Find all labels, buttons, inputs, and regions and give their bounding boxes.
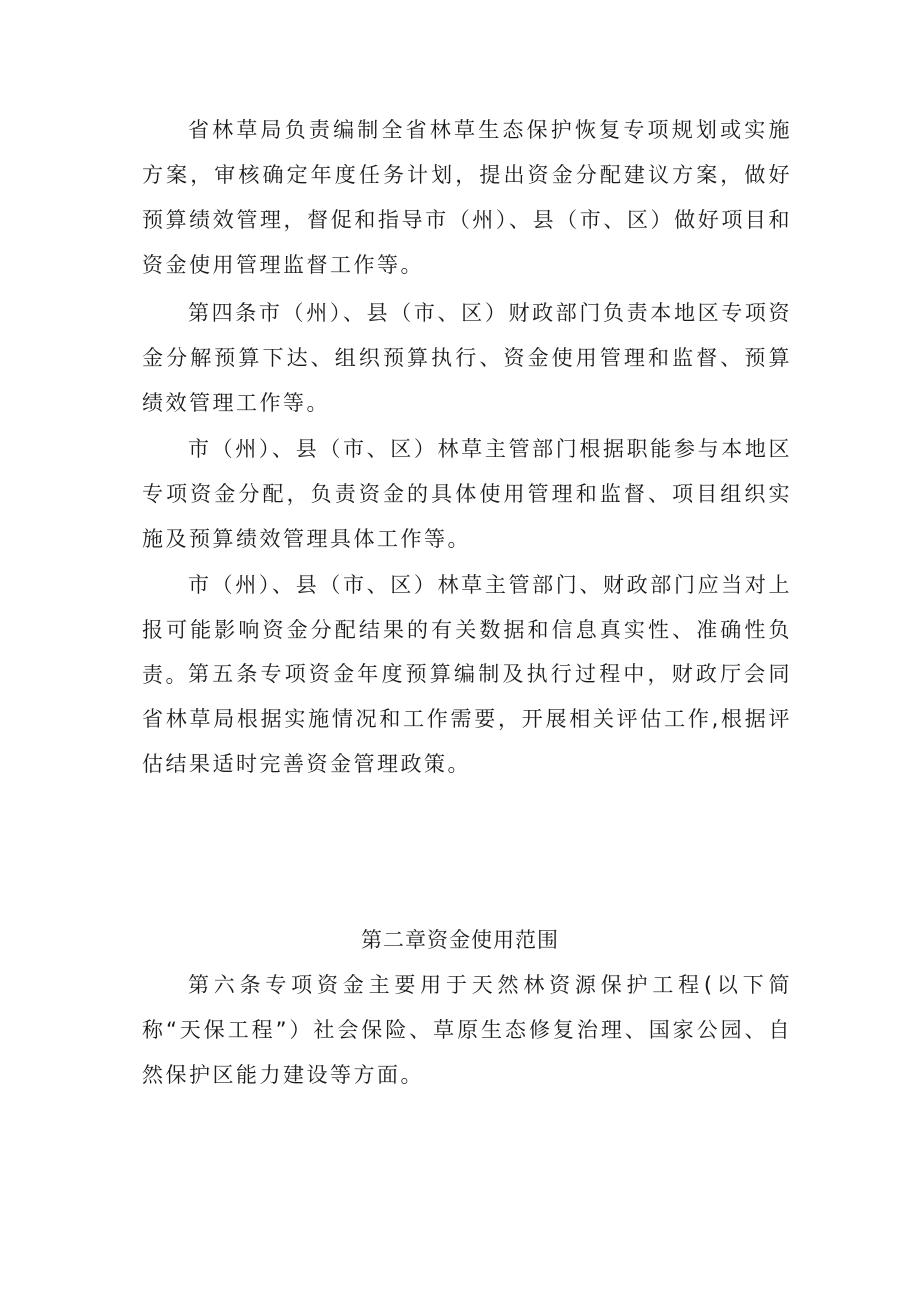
paragraph-data-responsibility: 市（州）、县（市、区）林草主管部门、财政部门应当对上报可能影响资金分配结果的有关数据和信息真实性、准确性负责。 xyxy=(142,573,792,687)
chapter-title: 第二章资金使用范围 xyxy=(361,928,559,952)
paragraph-forestry-department-duties: 市（州）、县（市、区）林草主管部门根据职能参与本地区专项资金分配，负责资金的具体使用管理和监督、项目组织实施及预算绩效管理具体工作等。 xyxy=(142,437,792,551)
paragraph-article-5: 第五条专项资金年度预算编制及执行过程中，财政厅会同省林草局根据实施情况和工作需要，开展相关评估工作,根据评估结果适时完善资金管理政策。 xyxy=(142,662,792,776)
paragraph-provincial-bureau-duties: 省林草局负责编制全省林草生态保护恢复专项规划或实施方案，审核确定年度任务计划，提出资金分配建议方案，做好预算绩效管理，督促和指导市（州）、县（市、区）做好项目和资金使用管理监督工作等。 xyxy=(142,118,792,277)
paragraph-article-4: 第四条市（州）、县（市、区）财政部门负责本地区专项资金分解预算下达、组织预算执行、资金使用管理和监督、预算绩效管理工作等。 xyxy=(142,301,792,415)
paragraph-article-6: 第六条专项资金主要用于天然林资源保护工程(以下简称“天保工程”）社会保险、草原生态修复治理、国家公园、自然保护区能力建设等方面。 xyxy=(142,973,792,1087)
